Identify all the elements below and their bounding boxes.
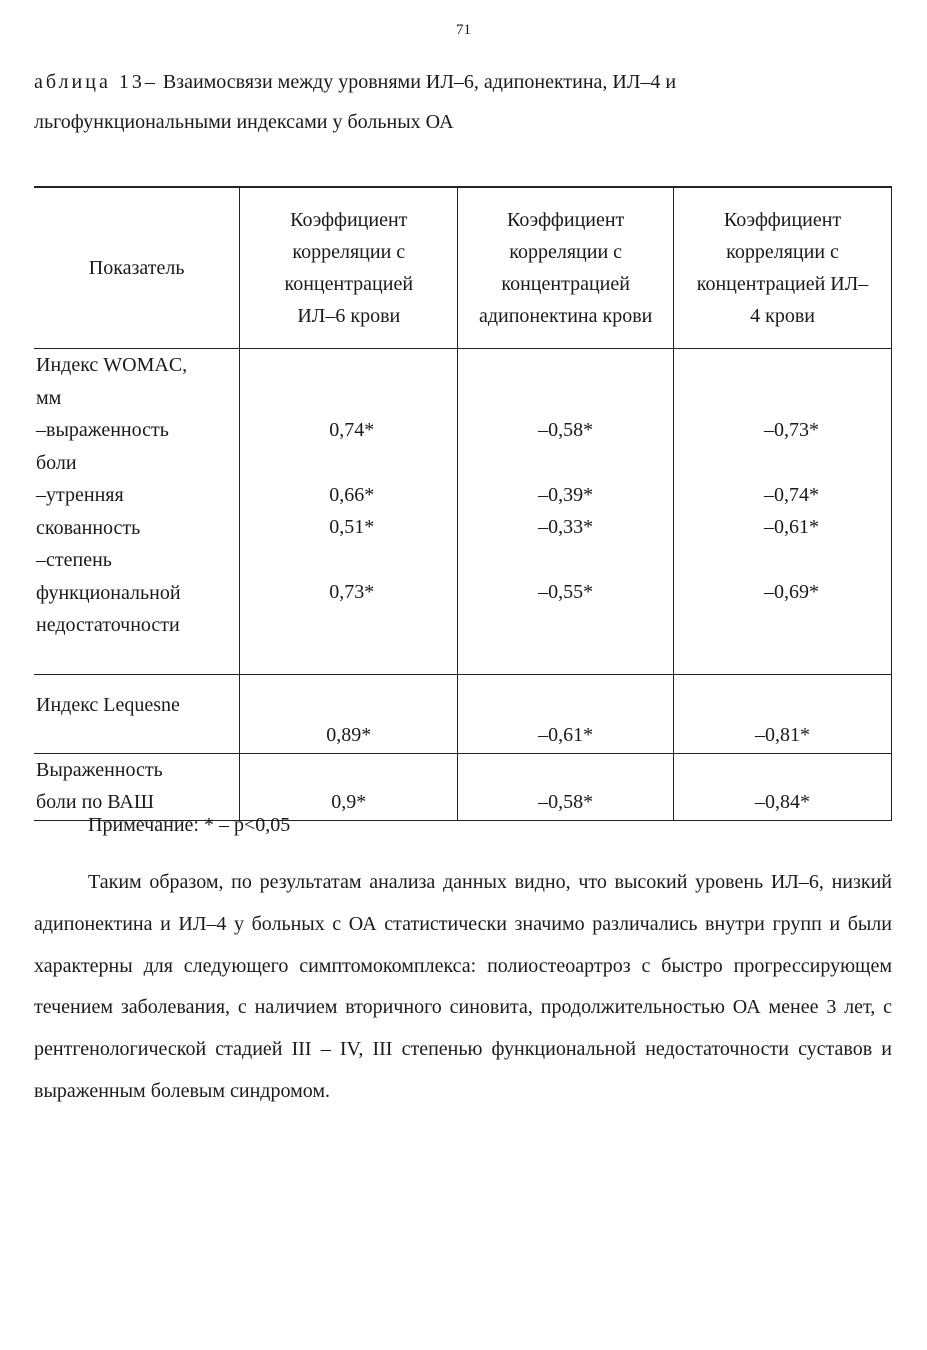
caption-title: Взаимосвязи между уровнями ИЛ–6, адипонектина, ИЛ–4 и — [157, 71, 677, 93]
womac-il4-value: –0,69* — [764, 581, 819, 603]
vas-il6-value: 0,9* — [240, 754, 458, 821]
lequesne-il4-value: –0,81* — [674, 675, 892, 754]
vas-il4-value: –0,84* — [674, 754, 892, 821]
lequesne-label: Индекс Lequesne — [34, 675, 240, 754]
womac-il6-value: 0,74* — [329, 419, 375, 441]
womac-il4-value: –0,74* — [764, 484, 819, 506]
table-row-womac — [34, 349, 892, 675]
womac-adiponectin-value: –0,33* — [538, 516, 594, 538]
womac-il4-value: –0,61* — [764, 516, 819, 538]
womac-label-line: боли — [36, 451, 77, 474]
womac-adiponectin-cell — [458, 349, 674, 675]
womac-label-line: недостаточности — [36, 614, 180, 636]
womac-il6-value: 0,51* — [329, 516, 375, 538]
womac-label-line: –выраженность — [36, 419, 169, 441]
caption-line-1 — [34, 62, 894, 102]
womac-label-line: функциональной — [36, 581, 181, 604]
caption-label: аблица 13– — [34, 71, 158, 93]
lequesne-adiponectin-value: –0,61* — [458, 675, 674, 754]
caption-line-2: льгофункциональными индексами у больных ОА — [34, 111, 454, 133]
vas-label-line-1: Выраженность — [36, 759, 163, 781]
header-indicator: Показатель — [34, 187, 240, 349]
table-note: Примечание: * – р<0,05 — [88, 814, 291, 836]
womac-il6-value: 0,66* — [329, 484, 375, 506]
womac-label-cell — [34, 349, 240, 675]
womac-label-line: скованность — [36, 516, 141, 539]
correlation-table — [34, 186, 892, 821]
womac-label-line: –утренняя — [36, 484, 124, 506]
womac-il4-value: –0,73* — [764, 419, 819, 441]
conclusion-paragraph: Таким образом, по результатам анализа данных видно, что высокий уровень ИЛ–6, низкий адипонектина и ИЛ–4 у больных с ОА статистически значимо различались внутри групп и были характерны для следующего симптомокомплекса: полиостеоартроз с быстро прогрессирующем течением заболевания, с наличием вторичного синовита, продолжительностью ОА менее 3 лет, с рентгенологической стадией III – IV, III степенью функциональной недостаточности суставов и выраженным болевым синдромом. — [34, 871, 892, 1102]
lequesne-il6-value: 0,89* — [240, 675, 458, 754]
womac-il6-cell — [240, 349, 458, 675]
page-number: 71 — [456, 22, 471, 38]
table-header-row — [34, 187, 892, 349]
table-row-lequesne — [34, 675, 892, 754]
table-caption — [34, 62, 894, 142]
header-adiponectin: Коэффициент корреляции с концентрацией адипонектина крови — [458, 187, 674, 349]
womac-label-line: Индекс WOMAC, — [36, 354, 188, 376]
womac-adiponectin-value: –0,39* — [538, 484, 594, 506]
vas-adiponectin-value: –0,58* — [458, 754, 674, 821]
header-il4: Коэффициент корреляции с концентрацией ИЛ–4 крови — [674, 187, 892, 349]
vas-label-line-2: боли по ВАШ — [36, 791, 154, 813]
womac-il4-cell — [674, 349, 892, 675]
header-il6: Коэффициент корреляции с концентрацией ИЛ–6 крови — [240, 187, 458, 349]
womac-adiponectin-value: –0,55* — [538, 581, 594, 603]
womac-label-line: –степень — [36, 549, 112, 571]
womac-il6-value: 0,73* — [329, 581, 375, 603]
womac-adiponectin-value: –0,58* — [538, 419, 594, 441]
womac-label-line: мм — [36, 386, 62, 409]
